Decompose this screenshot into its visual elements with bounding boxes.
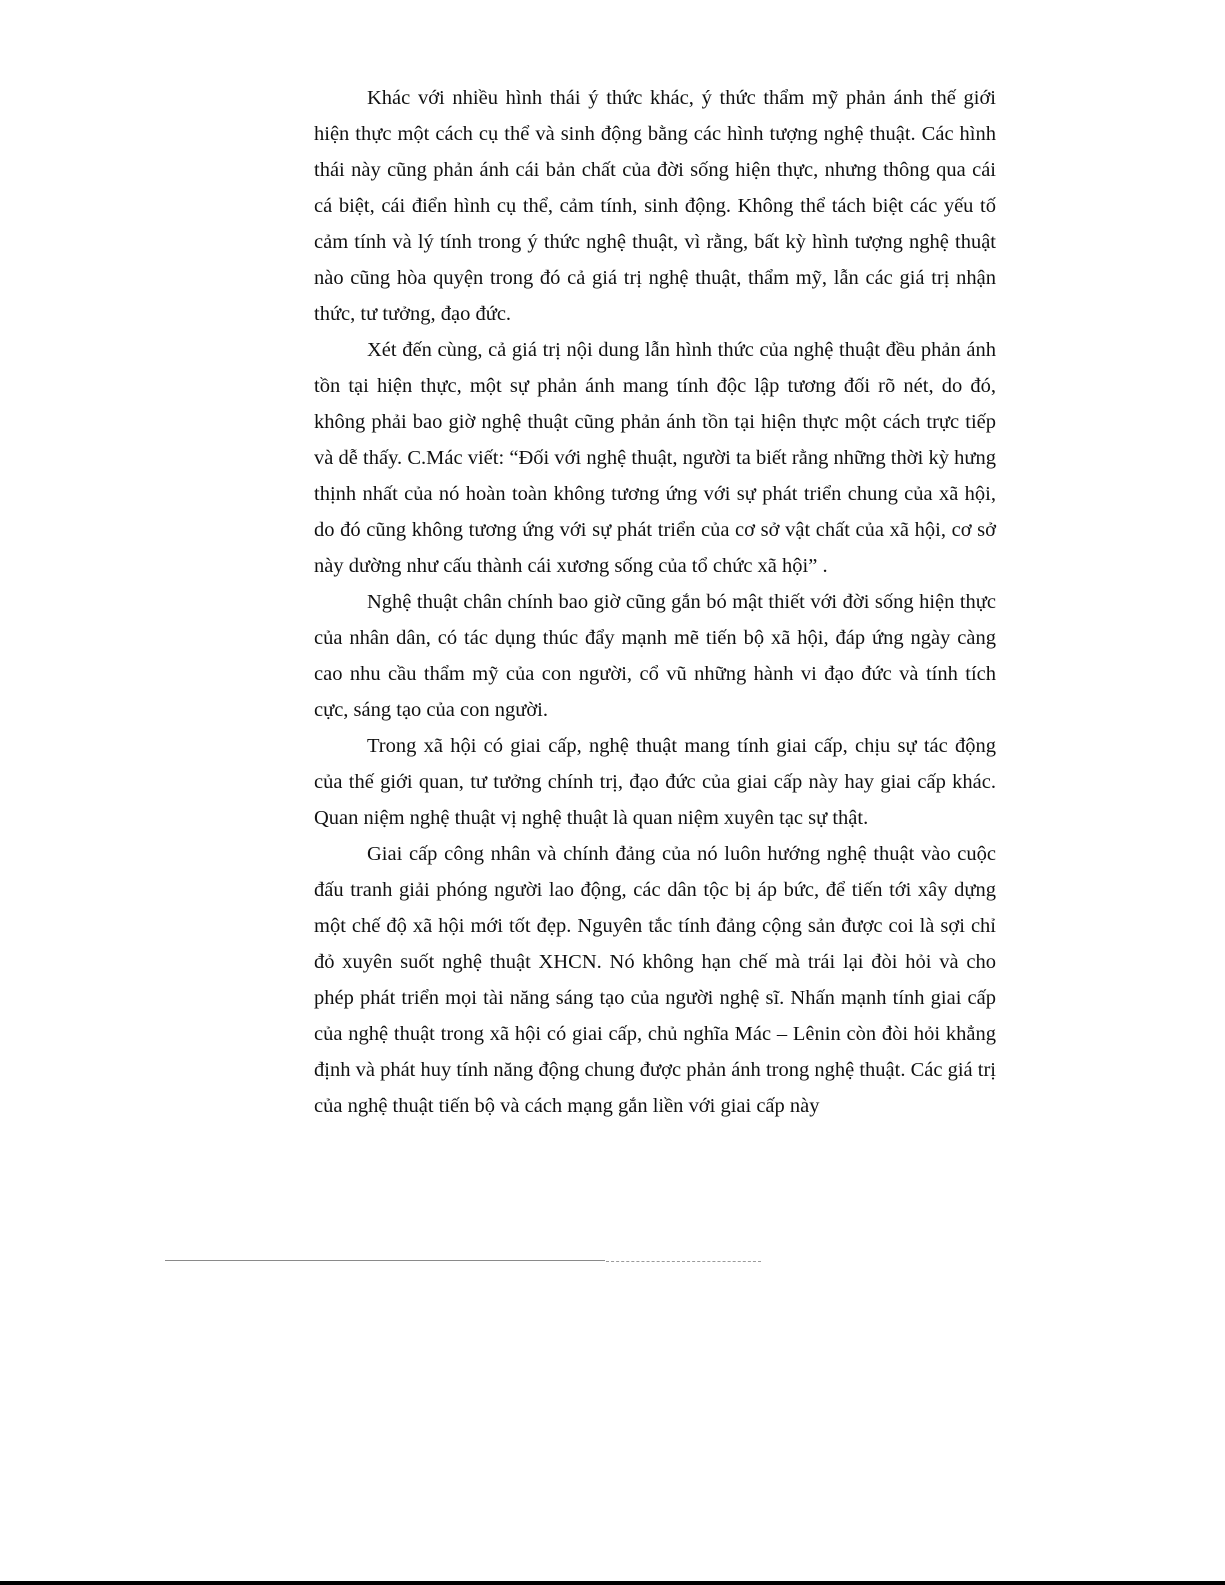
paragraph-1: Khác với nhiều hình thái ý thức khác, ý thức thẩm mỹ phản ánh thế giới hiện thực một cách cụ thể và sinh động bằng các hình tượng nghệ thuật. Các hình thái này cũng phản ánh cái bản chất của đời sống hiện thực, nhưng thông qua cái cá biệt, cái điển hình cụ thể, cảm tính, sinh động. Không thể tách biệt các yếu tố cảm tính và lý tính trong ý thức nghệ thuật, vì rằng, bất kỳ hình tượng nghệ thuật nào cũng hòa quyện trong đó cả giá trị nghệ thuật, thẩm mỹ, lẫn các giá trị nhận thức, tư tưởng, đạo đức.: [314, 87, 996, 325]
paragraph-2: Xét đến cùng, cả giá trị nội dung lẫn hình thức của nghệ thuật đều phản ánh tồn tại hiện thực, một sự phản ánh mang tính độc lập tương đối rõ nét, do đó, không phải bao giờ nghệ thuật cũng phản ánh tồn tại hiện thực một cách trực tiếp và dễ thấy. C.Mác viết: “Đối với nghệ thuật, người ta biết rằng những thời kỳ hưng thịnh nhất của nó hoàn toàn không tương ứng với sự phát triển chung của xã hội, do đó cũng không tương ứng với sự phát triển của cơ sở vật chất của xã hội, cơ sở này dường như cấu thành cái xương sống của tổ chức xã hội” .: [314, 339, 996, 577]
paragraph-5: Giai cấp công nhân và chính đảng của nó luôn hướng nghệ thuật vào cuộc đấu tranh giải phóng người lao động, các dân tộc bị áp bức, để tiến tới xây dựng một chế độ xã hội mới tốt đẹp. Nguyên tắc tính đảng cộng sản được coi là sợi chỉ đỏ xuyên suốt nghệ thuật XHCN. Nó không hạn chế mà trái lại đòi hỏi và cho phép phát triển mọi tài năng sáng tạo của người nghệ sĩ. Nhấn mạnh tính giai cấp của nghệ thuật trong xã hội có giai cấp, chủ nghĩa Mác – Lênin còn đòi hỏi khẳng định và phát huy tính năng động chung được phản ánh trong nghệ thuật. Các giá trị của nghệ thuật tiến bộ và cách mạng gắn liền với giai cấp này: [314, 843, 996, 1117]
paragraph-3: Nghệ thuật chân chính bao giờ cũng gắn bó mật thiết với đời sống hiện thực của nhân dân, có tác dụng thúc đẩy mạnh mẽ tiến bộ xã hội, đáp ứng ngày càng cao nhu cầu thẩm mỹ của con người, cổ vũ những hành vi đạo đức và tính tích cực, sáng tạo của con người.: [314, 591, 996, 721]
page-bottom-border: [0, 1581, 1225, 1585]
paragraph-4: Trong xã hội có giai cấp, nghệ thuật mang tính giai cấp, chịu sự tác động của thế giới quan, tư tưởng chính trị, đạo đức của giai cấp này hay giai cấp khác. Quan niệm nghệ thuật vị nghệ thuật là quan niệm xuyên tạc sự thật.: [314, 735, 996, 829]
footnote-separator-continuation: [606, 1261, 761, 1262]
body-text: [314, 80, 996, 1124]
footnote-separator: [165, 1260, 605, 1261]
